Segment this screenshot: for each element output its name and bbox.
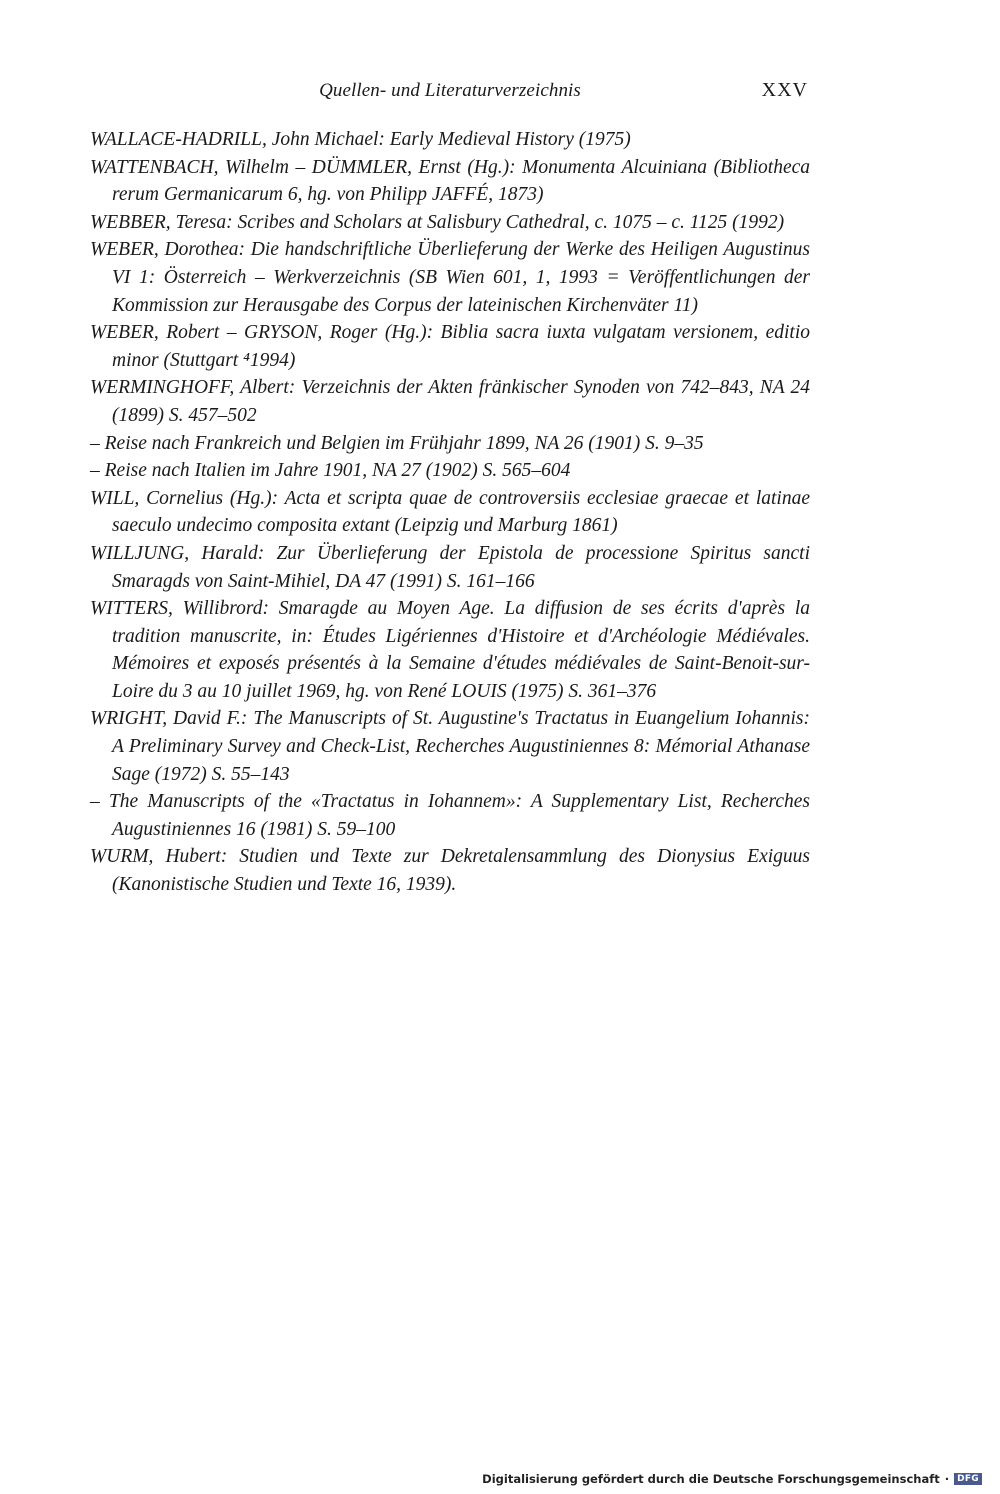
digitization-footer [482,1472,982,1486]
footer-separator: · [944,1472,950,1486]
page-number: XXV [761,79,808,101]
bibliography-entry: WATTENBACH, Wilhelm – DÜMMLER, Ernst (Hg.): Monumenta Alcuiniana (Bibliotheca rerum Germanicarum 6, hg. von Philipp JAFFÉ, 1873) [90,156,810,206]
bibliography-entry: – Reise nach Frankreich und Belgien im Frühjahr 1899, NA 26 (1901) S. 9–35 [90,432,704,454]
bibliography-entry: WILL, Cornelius (Hg.): Acta et scripta quae de controversiis ecclesiae graecae et latinae saeculo undecimo composita extant (Leipzig und Marburg 1861) [90,487,810,537]
bibliography-entry: WITTERS, Willibrord: Smaragde au Moyen Age. La diffusion de ses écrits d'après la tradition manuscrite, in: Études Ligériennes d'Histoire et d'Archéologie Médiévales. Mémoires et exposés présentés à la Semaine d'études médiévales de Saint-Benoit-sur-Loire du 3 au 10 juillet 1969, hg. von René LOUIS (1975) S. 361–376 [90,598,810,702]
bibliography-entry: WRIGHT, David F.: The Manuscripts of St. Augustine's Tractatus in Euangelium Iohannis: A Preliminary Survey and Check-List, Recherches Augustiniennes 8: Mémorial Athanase Sage (1972) S. 55–143 [90,708,810,785]
bibliography-entry: WALLACE-HADRILL, John Michael: Early Medieval History (1975) [90,129,631,150]
bibliography-entry: – Reise nach Italien im Jahre 1901, NA 27 (1902) S. 565–604 [90,460,571,482]
bibliography-entry: WERMINGHOFF, Albert: Verzeichnis der Akten fränkischer Synoden von 742–843, NA 24 (1899) S. 457–502 [90,377,810,426]
dfg-logo: DFG [954,1473,982,1485]
bibliography-entry: – The Manuscripts of the «Tractatus in Iohannem»: A Supplementary List, Recherches Augustiniennes 16 (1981) S. 59–100 [90,791,810,840]
bibliography-entry: WEBER, Robert – GRYSON, Roger (Hg.): Biblia sacra iuxta vulgatam versionem, editio minor (Stuttgart ⁴1994) [90,322,810,371]
bibliography-entry: WEBER, Dorothea: Die handschriftliche Überlieferung der Werke des Heiligen Augustinus VI 1: Österreich – Werkverzeichnis (SB Wien 601, 1, 1993 = Veröffentlichungen der Kommission zur Herausgabe des Corpus der lateinischen Kirchenväter 11) [90,239,810,316]
bibliography-entry: WEBBER, Teresa: Scribes and Scholars at Salisbury Cathedral, c. 1075 – c. 1125 (1992) [90,211,785,233]
running-title: Quellen- und Literaturverzeichnis [319,80,581,101]
bibliography-list [90,126,810,899]
running-head [90,80,810,110]
bibliography-entry: WURM, Hubert: Studien und Texte zur Dekretalensammlung des Dionysius Exiguus (Kanonistische Studien und Texte 16, 1939). [90,846,810,896]
bibliography-entry: WILLJUNG, Harald: Zur Überlieferung der Epistola de processione Spiritus sancti Smaragds von Saint-Mihiel, DA 47 (1991) S. 161–166 [90,542,810,592]
footer-text: Digitalisierung gefördert durch die Deutsche Forschungsgemeinschaft [482,1472,940,1486]
